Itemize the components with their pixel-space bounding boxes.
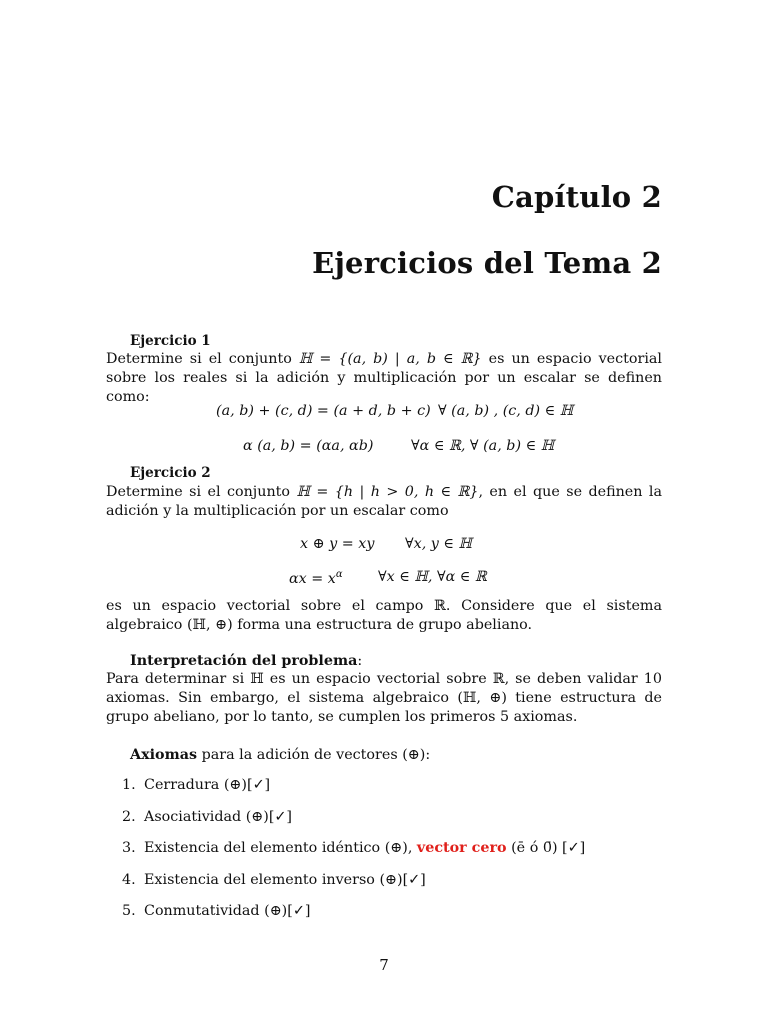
exercise2-equation1-left: x ⊕ y = xy xyxy=(300,536,375,552)
page-number: 7 xyxy=(379,956,389,974)
chapter-title: Ejercicios del Tema 2 xyxy=(312,246,662,280)
axiom-highlight: vector cero xyxy=(416,840,507,856)
exercise1-equation2-left: α (a, b) = (αa, αb) xyxy=(243,438,374,454)
exercise1-intro-pre: Determine si el conjunto xyxy=(106,351,299,367)
interpretation-heading-suffix: : xyxy=(357,653,363,669)
exercise2-outro: es un espacio vectorial sobre el campo ℝ. Considere que el sistema algebraico (ℍ, ⊕) forma una estructura de grupo abeliano. xyxy=(106,598,662,633)
exercise1-intro-post: es un espacio vectorial sobre los reales si la adición y multiplicación por un escalar se definen como: xyxy=(106,351,662,405)
axiom-text-post: (ē ó 0̄) [✓] xyxy=(506,840,586,856)
axiom-item xyxy=(122,777,270,793)
exercise2-equation2-right: ∀x ∈ ℍ, ∀α ∈ ℝ xyxy=(378,569,487,585)
interpretation-body: Para determinar si ℍ es un espacio vectorial sobre ℝ, se deben validar 10 axiomas. Sin embargo, el sistema algebraico (ℍ, ⊕) tiene estructura de grupo abeliano, por lo tanto, se cumplen los primeros 5 axiomas. xyxy=(106,671,662,725)
axiom-item xyxy=(122,872,426,888)
interpretation-heading-line xyxy=(106,652,662,671)
axiom-text: Conmutatividad (⊕)[✓] xyxy=(144,903,311,919)
axioms-heading-line xyxy=(106,746,662,765)
exercise1-intro xyxy=(106,350,662,407)
exercise2-equation1-right: ∀x, y ∈ ℍ xyxy=(405,536,473,552)
exercise1-set-definition: ℍ = {(a, b) | a, b ∈ ℝ} xyxy=(298,351,482,367)
axiom-number: 2. xyxy=(122,809,136,825)
exercise2-intro xyxy=(106,483,662,521)
exercise1-equation1-left: (a, b) + (c, d) = (a + d, b + c) xyxy=(216,403,431,419)
exercise2-set-definition: ℍ = {h | h > 0, h ∈ ℝ} xyxy=(296,484,479,500)
axiom-item xyxy=(122,809,292,825)
exercise1-equation1-right: ∀ (a, b) , (c, d) ∈ ℍ xyxy=(438,403,574,419)
exercise2-equation2-exponent: α xyxy=(335,569,343,580)
axiom-number: 5. xyxy=(122,903,136,919)
axiom-number: 4. xyxy=(122,872,136,888)
axiom-item xyxy=(122,903,310,919)
axioms-heading: Axiomas xyxy=(130,747,198,763)
axiom-text-pre: Existencia del elemento idéntico (⊕), xyxy=(144,840,417,856)
exercise2-equation2-left xyxy=(289,569,343,587)
axiom-text: Asociatividad (⊕)[✓] xyxy=(144,809,292,825)
exercise2-intro-post: , en el que se definen la adición y la multiplicación por un escalar como xyxy=(106,484,662,519)
exercise2-equation2-base: αx = x xyxy=(289,570,336,587)
exercise1-equation2-right: ∀α ∈ ℝ, ∀ (a, b) ∈ ℍ xyxy=(411,438,555,454)
axioms-heading-suffix: para la adición de vectores (⊕): xyxy=(197,747,431,763)
exercise2-heading: Ejercicio 2 xyxy=(130,465,211,481)
exercise1-heading: Ejercicio 1 xyxy=(130,333,211,349)
exercise2-intro-pre: Determine si el conjunto xyxy=(106,484,297,500)
axiom-text: Cerradura (⊕)[✓] xyxy=(144,777,271,793)
interpretation-heading: Interpretación del problema xyxy=(130,653,358,669)
chapter-label: Capítulo 2 xyxy=(491,180,662,214)
axiom-number: 1. xyxy=(122,777,136,793)
axiom-number: 3. xyxy=(122,840,136,856)
axiom-item xyxy=(122,840,585,856)
axiom-text: Existencia del elemento inverso (⊕)[✓] xyxy=(144,872,426,888)
